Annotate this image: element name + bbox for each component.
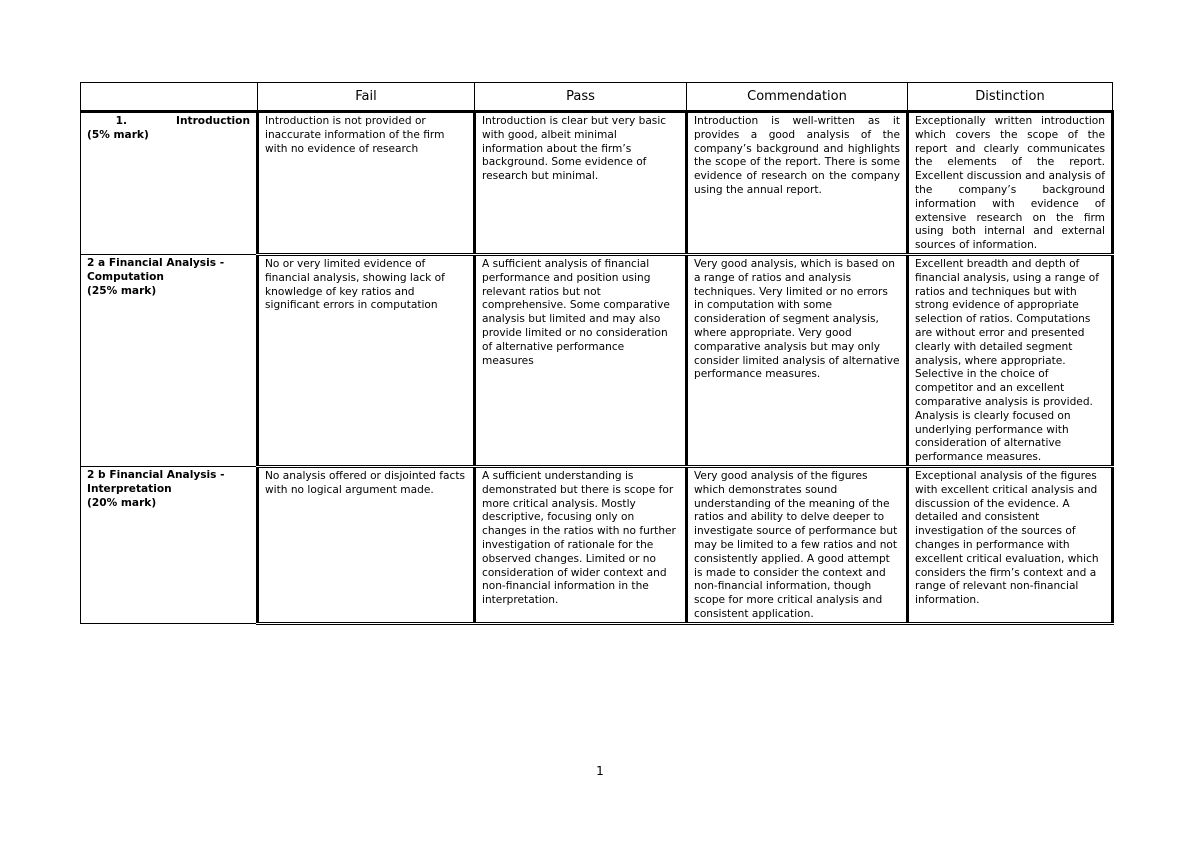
page-number: 1	[596, 764, 604, 778]
header-commendation: Commendation	[687, 83, 908, 112]
criterion-mark: (5% mark)	[87, 128, 149, 141]
criterion-computation	[81, 254, 258, 466]
header-pass: Pass	[475, 83, 687, 112]
marking-rubric-table	[80, 82, 1114, 625]
table-row	[81, 466, 1113, 623]
cell-distinction: Exceptional analysis of the figures with excellent critical analysis and discussion of the evidence. A detailed and consistent investigation of the sources of changes in performance with excellent critical evaluation, which considers the firm’s context and a range of relevant non-financial information.	[908, 466, 1113, 623]
criterion-mark: (20% mark)	[87, 496, 157, 509]
cell-fail: No analysis offered or disjointed facts with no logical argument made.	[258, 466, 475, 623]
cell-commendation: Very good analysis of the figures which demonstrates sound understanding of the meaning of the ratios and ability to delve deeper to investigate source of performance but may be limited to a few ratios and not consistently applied. A good attempt is made to consider the context and non-financial information, though scope for more critical analysis and consistent application.	[687, 466, 908, 623]
cell-pass: A sufficient understanding is demonstrated but there is scope for more critical analysis. Mostly descriptive, focusing only on changes in the ratios with no further investigation of rationale for the observed changes. Limited or no consideration of wider context and non-financial information in the interpretation.	[475, 466, 687, 623]
cell-fail: No or very limited evidence of financial analysis, showing lack of knowledge of key ratios and significant errors in computation	[258, 254, 475, 466]
cell-commendation: Introduction is well-written as it provides a good analysis of the company’s background and highlights the scope of the report. There is some evidence of research on the company using the annual report.	[687, 112, 908, 255]
criterion-title: 2 a Financial Analysis -	[87, 256, 225, 269]
header-fail: Fail	[258, 83, 475, 112]
cell-commendation: Very good analysis, which is based on a range of ratios and analysis techniques. Very limited or no errors in computation with some consideration of segment analysis, where appropriate. Very good comparative analysis but may only consider limited analysis of alternative performance measures.	[687, 254, 908, 466]
criterion-number: 1.	[115, 115, 127, 127]
criterion-subtitle: Computation	[87, 270, 164, 283]
header-distinction: Distinction	[908, 83, 1113, 112]
criterion-title: 2 b Financial Analysis -	[87, 468, 225, 481]
criterion-mark: (25% mark)	[87, 284, 157, 297]
criterion-subtitle: Interpretation	[87, 482, 172, 495]
table-row	[81, 112, 1113, 255]
table-row	[81, 254, 1113, 466]
criterion-title: Introduction	[176, 115, 250, 127]
cell-pass: Introduction is clear but very basic with good, albeit minimal information about the firm’s background. Some evidence of research but minimal.	[475, 112, 687, 255]
criterion-interpretation	[81, 466, 258, 623]
header-row	[81, 83, 1113, 112]
cell-distinction: Exceptionally written introduction which covers the scope of the report and clearly communicates the elements of the report. Excellent discussion and analysis of the company’s background information with evidence of extensive research on the firm using both internal and external sources of information.	[908, 112, 1113, 255]
header-blank	[81, 83, 258, 112]
cell-pass: A sufficient analysis of financial performance and position using relevant ratios but not comprehensive. Some comparative analysis but limited and may also provide limited or no consideration of alternative performance measures	[475, 254, 687, 466]
cell-fail: Introduction is not provided or inaccurate information of the firm with no evidence of research	[258, 112, 475, 255]
criterion-introduction	[81, 112, 258, 255]
cell-distinction: Excellent breadth and depth of financial analysis, using a range of ratios and techniques but with strong evidence of appropriate selection of ratios. Computations are without error and presented clearly with detailed segment analysis, where appropriate. Selective in the choice of competitor and an excellent comparative analysis is provided. Analysis is clearly focused on underlying performance with consideration of alternative performance measures.	[908, 254, 1113, 466]
